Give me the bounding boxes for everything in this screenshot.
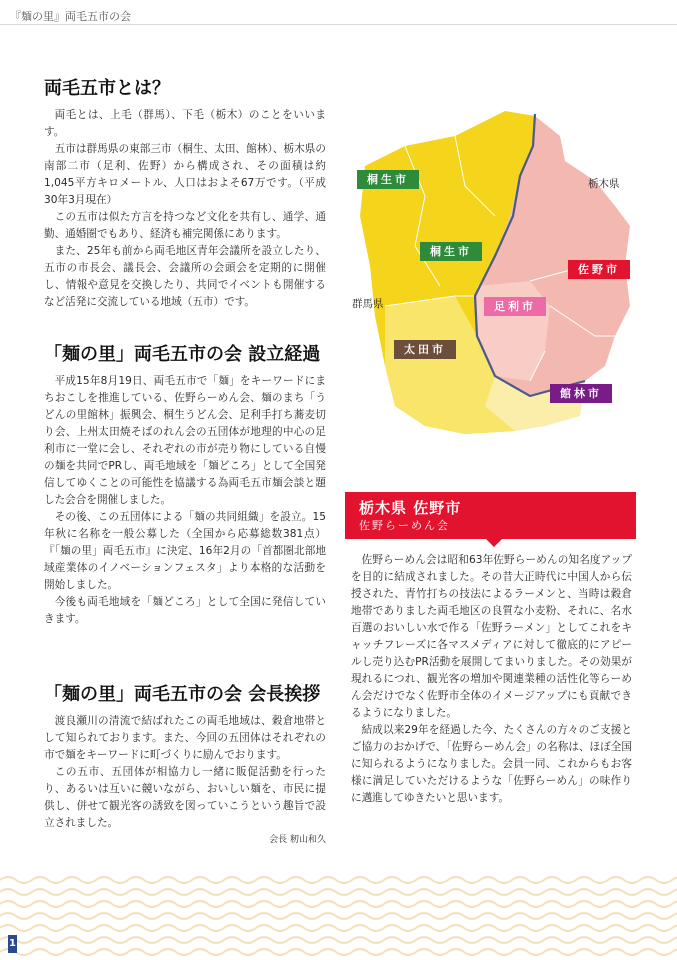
section-heading: 両毛五市とは？	[44, 78, 170, 99]
chairman-signature: 会長 籾山和久	[269, 835, 326, 845]
running-header: 『麺の里』両毛五市の会	[10, 10, 131, 23]
paragraph: また、25年も前から両毛地区青年会議所を設立したり、五市の市長会、議長会、会議所の会頭会を定期的に開催し、情報や意見を交換したり、共同でイベントも開催するなど活発に交流している地域（五市）です。	[44, 245, 326, 308]
paragraph: 佐野らーめん会は昭和63年佐野らーめんの知名度アップを目的に結成されました。その昔大正時代に中国人から伝授された、青竹打ちの技法によるラーメンと、当時は穀倉地帯でありました両毛地区の良質な小麦粉、それに、名水百選のおいしい水で作る「佐野ラーメン」としてこれをキャッチフレーズに各マスメディアに対して徹底的にアピールし売り込むPR活動を展開してまいりました。その効果が現れるにつれ、観光客の増加や関連業種の活性化等らーめん会だけでなく佐野市全体のイメージアップにも貢献できるようになりました。	[351, 554, 632, 719]
paragraph: この五市は似た方言を持つなど文化を共有し、通学、通勤、通婚圏でもあり、経済も補完関係にあります。	[44, 211, 326, 240]
paragraph: 結成以来29年を経過した今、たくさんの方々のご支援とご協力のおかげで、「佐野らーめん会」の名称は、ほぼ全国に知られるようになりました。会員一同、これからもお客様に満足していただけるような「佐野らーめん」の味作りに邁進してゆきたいと思います。	[351, 724, 632, 804]
label-gunma-pref: 群馬県	[352, 298, 384, 310]
sano-banner	[345, 492, 636, 539]
banner-subtitle: 佐野らーめん会	[359, 519, 450, 532]
banner-pointer	[486, 539, 502, 547]
label-kiryu-1: 桐生市	[357, 170, 419, 189]
label-ota: 太田市	[394, 340, 456, 359]
paragraph: この五市、五団体が相協力し一緒に販促活動を行ったり、あるいは互いに競いながら、おいしい麺を、市民に提供し、併せて観光客の誘致を図っていこうという趣旨で設立されました。	[44, 766, 326, 829]
label-kiryu-2: 桐生市	[420, 242, 482, 261]
section-greeting	[44, 684, 326, 854]
section-establishment	[44, 344, 326, 628]
sano-section	[351, 552, 632, 807]
section-heading: 「麺の里」両毛五市の会 設立経過	[44, 344, 321, 365]
paragraph: 渡良瀬川の清流で結ばれたこの両毛地域は、穀倉地帯として知られております。また、今回の五団体はそれぞれの市で麺をキーワードに町づくりに励んでおります。	[44, 715, 326, 761]
label-sano: 佐野市	[568, 260, 630, 279]
paragraph: 五市は群馬県の東部三市（桐生、太田、館林）、栃木県の南部二市（足利、佐野）から構成され、その面積は約1,045平方キロメートル、人口はおよそ67万です。（平成30年3月現在）	[44, 143, 326, 206]
section-heading: 「麺の里」両毛五市の会 会長挨拶	[44, 684, 321, 705]
banner-title: 栃木県 佐野市	[359, 499, 462, 517]
page-number: 1	[8, 935, 17, 953]
section-what-is-ryomo	[44, 78, 326, 311]
paragraph: 両毛とは、上毛（群馬）、下毛（栃木）のことをいいます。	[44, 109, 326, 138]
paragraph: その後、この五団体による「麺の共同組織」を設立。15年秋に名称を一般公募した（全国から応募総数381点）『「麺の里」両毛五市』に決定、16年2月の「首都圏北部地域産業体のイノベーションフェスタ」より本格的な活動を開始しました。	[44, 511, 326, 591]
decorative-waves	[0, 870, 677, 960]
paragraph: 平成15年8月19日、両毛五市で「麺」をキーワードにまちおこしを推進している、佐野らーめん会、麺のまち「うどんの里館林」振興会、桐生うどん会、足利手打ち蕎麦切り会、上州太田焼そばのれん会の五団体が地理的中心の足利市に一堂に会し、それぞれの市が売り物にしている自慢の麺を共同でPRし、両毛地域を「麺どころ」として全国発信してゆくことの可能性を協議する為両毛五市麺会談と題した会合を開催しました。	[44, 375, 326, 506]
label-tochigi-pref: 栃木県	[588, 178, 620, 190]
label-tatebayashi: 館林市	[550, 384, 612, 403]
header-divider	[0, 24, 677, 25]
label-ashikaga: 足利市	[484, 297, 546, 316]
paragraph: 今後も両毛地域を「麺どころ」として全国に発信していきます。	[44, 596, 326, 625]
